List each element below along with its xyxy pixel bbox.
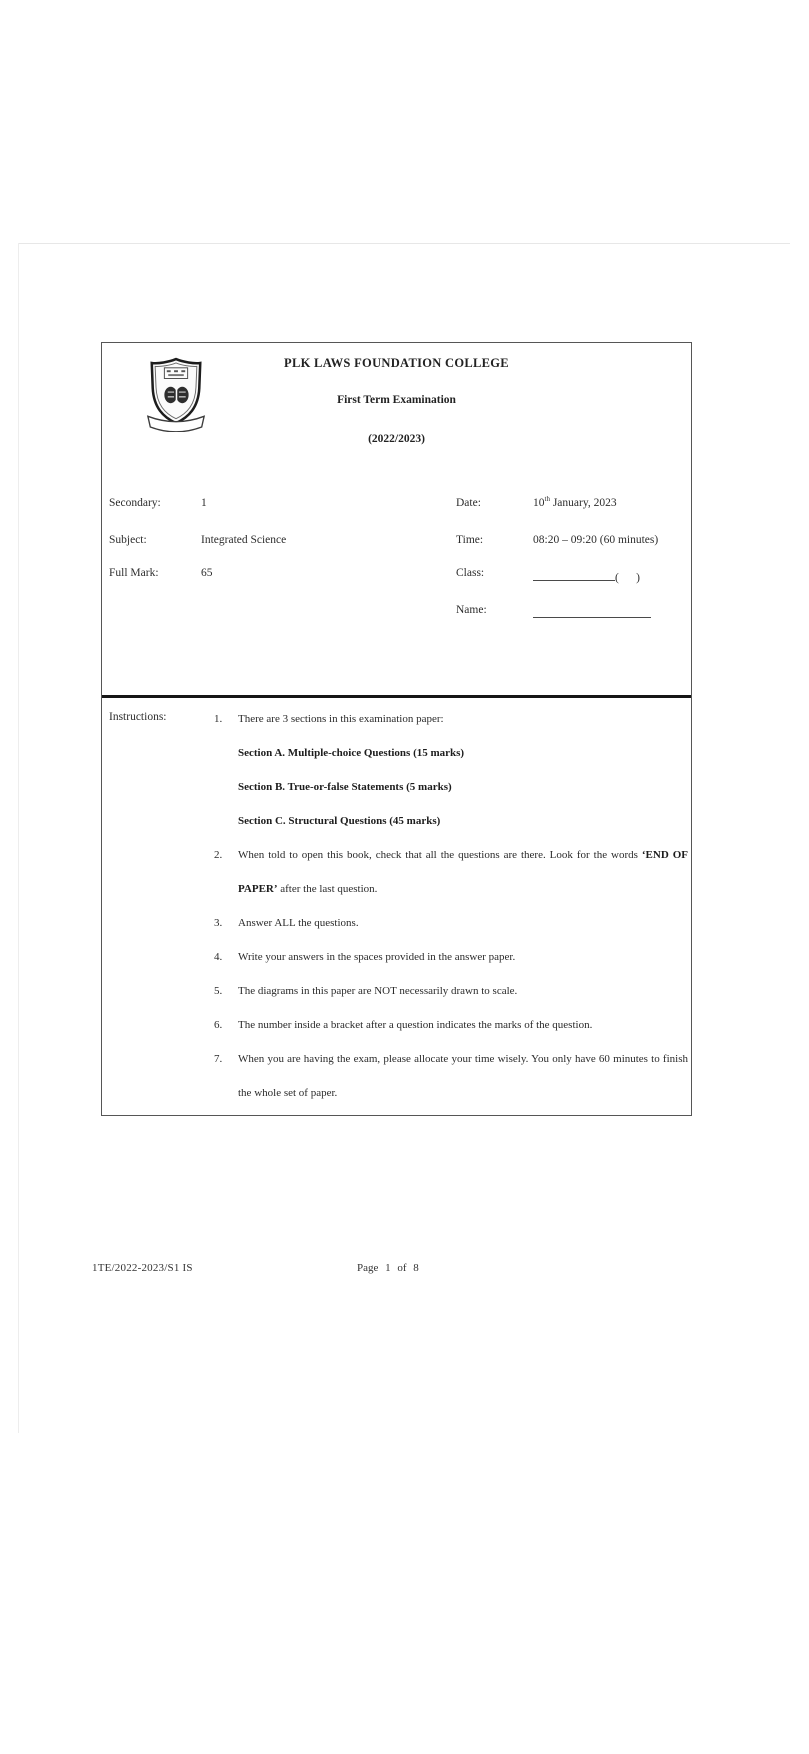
full-mark-label: Full Mark: [109,567,159,579]
item-text: When you are having the exam, please allocate your time wisely. You only have 60 minutes to finish the whole set of paper. [238,1053,688,1099]
subject-value: Integrated Science [201,534,287,546]
date-label: Date: [456,497,481,509]
instruction-item-5 [214,974,688,1008]
item-number: 2. [214,849,223,861]
school-year: (2022/2023) [368,433,425,445]
instructions-list [214,702,688,1110]
item-number: 5. [214,985,223,997]
name-blank-line [533,604,651,621]
header-cell [102,343,691,698]
item-text: Write your answers in the spaces provided in the answer paper. [238,951,516,963]
time-value: 08:20 – 09:20 (60 minutes) [533,534,659,546]
instructions-cell [102,702,691,1115]
scan-page-edge-left [18,243,19,1433]
item-number: 7. [214,1053,223,1065]
full-mark-value: 65 [201,567,213,579]
secondary-label: Secondary: [109,497,161,509]
item-number: 6. [214,1019,223,1031]
name-label: Name: [456,604,487,616]
subject-label: Subject: [109,534,147,546]
item-text: There are 3 sections in this examination paper: [238,713,444,725]
item-text: Answer ALL the questions. [238,917,359,929]
instruction-item-2 [214,838,688,906]
item-number: 4. [214,951,223,963]
school-name: PLK LAWS FOUNDATION COLLEGE [284,356,509,370]
secondary-value: 1 [201,497,207,509]
date-value: 10th January, 2023 [533,495,617,509]
exam-title: First Term Examination [337,394,456,406]
item-text: The diagrams in this paper are NOT necessarily drawn to scale. [238,985,518,997]
scan-page-edge-top [18,243,790,244]
instruction-item-7 [214,1042,688,1110]
time-label: Time: [456,534,484,546]
item-text: When told to open this book, check that all the questions are there. Look for the words ‘END OF PAPER’ after the last question. [238,849,688,895]
instructions-label: Instructions: [109,711,167,723]
exam-cover-box [101,342,692,1116]
instruction-item-6 [214,1008,688,1042]
document-code: 1TE/2022-2023/S1 IS [92,1262,193,1274]
page-number: Page 1 of 8 [357,1262,419,1274]
instruction-item-4 [214,940,688,974]
instruction-item-3 [214,906,688,940]
instruction-item-1 [214,702,688,736]
section-a-line: Section A. Multiple-choice Questions (15 marks) [238,747,465,759]
date-ordinal: th [544,495,550,504]
class-label: Class: [456,567,485,579]
item-number: 1. [214,713,223,725]
name-fill-blank [533,604,651,618]
class-group-bracket: ( ) [615,572,640,584]
item-number: 3. [214,917,223,929]
section-b-line: Section B. True-or-false Statements (5 marks) [238,781,452,793]
section-c-line: Section C. Structural Questions (45 marks) [238,815,441,827]
item-text: The number inside a bracket after a question indicates the marks of the question. [238,1019,593,1031]
end-of-paper-bold: ‘END OF PAPER’ [238,849,688,895]
class-blank-line [533,567,640,584]
class-fill-blank [533,567,615,581]
